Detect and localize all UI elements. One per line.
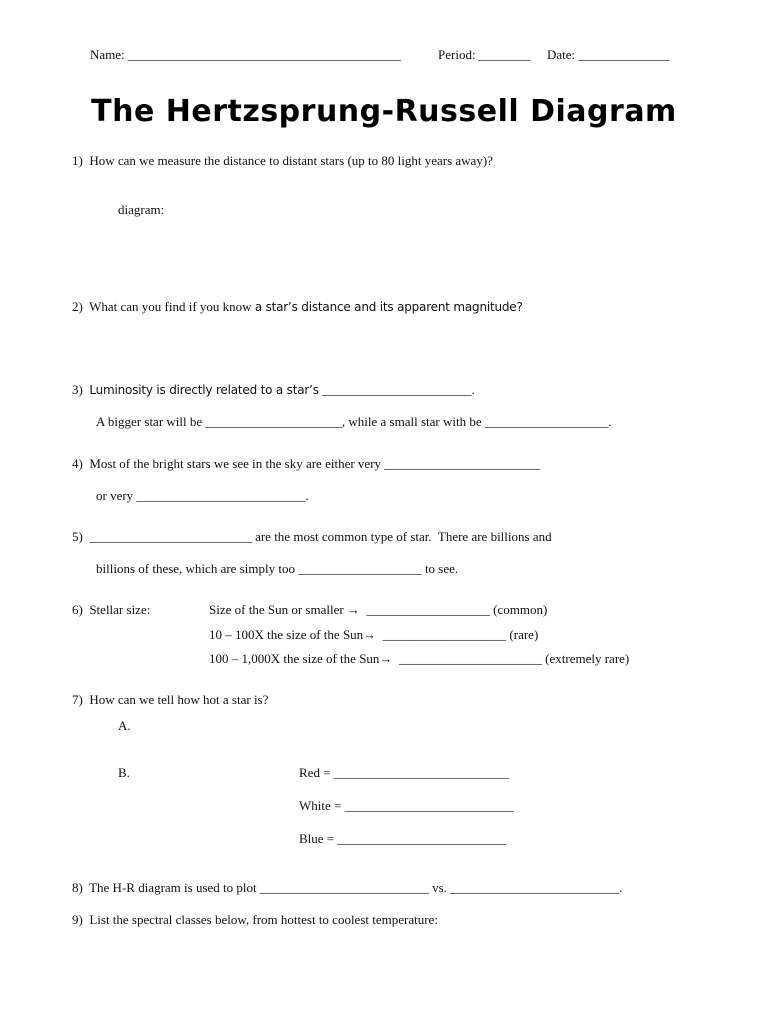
question-2 — [72, 299, 523, 315]
question-3-line-2: A bigger star will be _____________________, while a small star with be ___________________. — [96, 414, 612, 429]
question-2-start: 2) What can you find if you know — [72, 299, 255, 314]
question-7-a-label: A. — [118, 718, 131, 733]
page-title: The Hertzsprung-Russell Diagram — [91, 94, 677, 129]
question-5: 5) _________________________ are the most common type of star. There are billions and — [72, 529, 552, 544]
question-4: 4) Most of the bright stars we see in the sky are either very ________________________ — [72, 456, 541, 471]
color-white-line: White = __________________________ — [299, 798, 514, 813]
question-7-b-label: B. — [118, 765, 130, 780]
period-field-line: Period: ________ — [438, 47, 531, 62]
question-1: 1) How can we measure the distance to distant stars (up to 80 light years away)? — [72, 153, 493, 168]
stellar-size-row-1: Size of the Sun or smaller → ___________________ (common) — [209, 602, 548, 617]
question-2-end: a star’s distance and its apparent magnitude? — [254, 300, 523, 314]
stellar-size-row-2: 10 – 100X the size of the Sun→ ___________________ (rare) — [209, 627, 539, 642]
question-8: 8) The H-R diagram is used to plot __________________________ vs. __________________________. — [72, 880, 623, 895]
color-blue-line: Blue = __________________________ — [299, 831, 507, 846]
color-red-line: Red = ___________________________ — [299, 765, 510, 780]
question-3-sans-text: Luminosity is directly related to a star’s — [89, 383, 319, 397]
question-7: 7) How can we tell how hot a star is? — [72, 692, 269, 707]
question-5-line-2: billions of these, which are simply too ___________________ to see. — [96, 561, 459, 576]
question-6-label: 6) Stellar size: — [72, 602, 151, 617]
question-9: 9) List the spectral classes below, from hottest to coolest temperature: — [72, 912, 438, 927]
question-4-line-2: or very __________________________. — [96, 488, 309, 503]
question-3-number: 3) — [72, 382, 90, 397]
stellar-size-row-3: 100 – 1,000X the size of the Sun→ ______________________ (extremely rare) — [209, 651, 630, 666]
question-3 — [72, 382, 475, 398]
date-field-line: Date: ______________ — [547, 47, 670, 62]
question-1-diagram-label: diagram: — [118, 202, 165, 217]
name-field-line: Name: __________________________________________ — [90, 47, 401, 62]
question-3-blank: _______________________. — [318, 382, 475, 397]
